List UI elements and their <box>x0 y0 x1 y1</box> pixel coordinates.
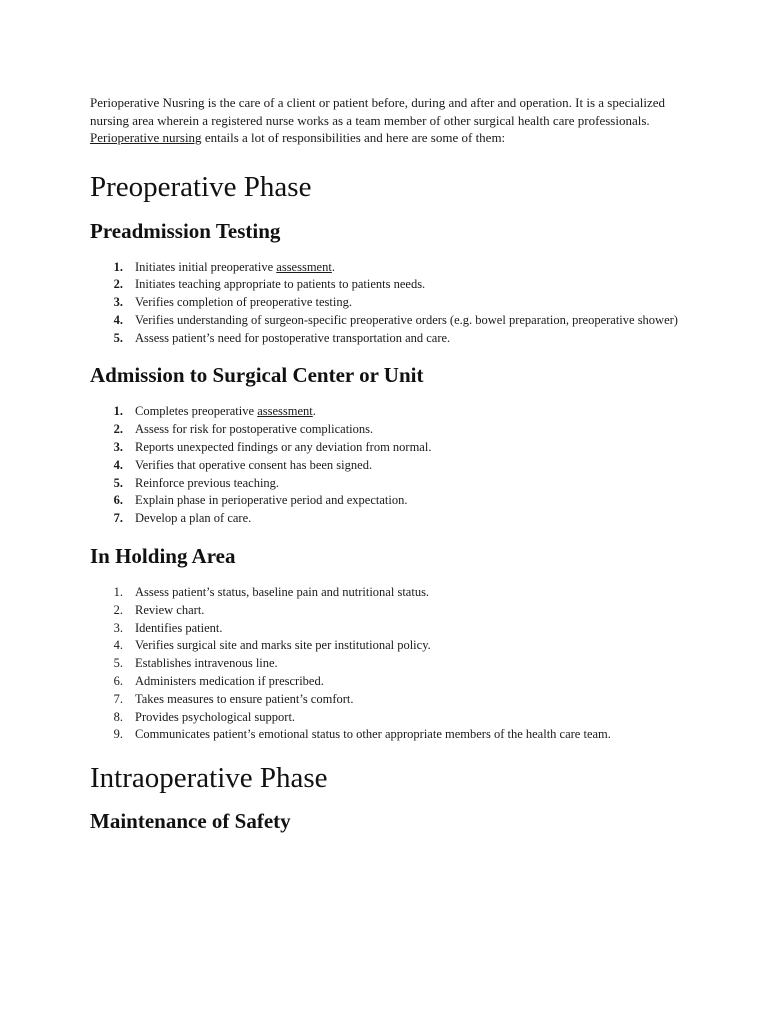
list-item <box>90 655 680 673</box>
list-item-number: 5. <box>113 330 123 345</box>
intraoperative-phase-heading: Intraoperative Phase <box>90 762 328 795</box>
list-item-text: Reports unexpected findings or any deviation from normal. <box>135 440 432 455</box>
list-item-text: Assess patient’s status, baseline pain and nutritional status. <box>135 585 430 600</box>
list-item <box>90 602 680 620</box>
list-item-text: Administers medication if prescribed. <box>135 674 324 689</box>
list-item-text: Communicates patient’s emotional status to other appropriate members of the health care team. <box>135 727 611 742</box>
document-page <box>90 94 680 834</box>
holding-area-heading: In Holding Area <box>90 544 236 569</box>
list-item-number: 4. <box>113 638 123 653</box>
list-item-number: 5. <box>113 475 123 490</box>
list-item-text: Review chart. <box>135 602 205 617</box>
list-item-text: Identifies patient. <box>135 620 223 635</box>
list-item <box>90 457 680 475</box>
intro-text-start: Perioperative Nusring is the care of a client or patient before, during and after and operation. It is a specialized nursing area wherein a registered nurse works as a team member of other surgical health care professionals. <box>90 95 666 128</box>
list-item-number: 3. <box>113 440 123 455</box>
list-item <box>90 276 680 294</box>
list-item <box>90 259 680 277</box>
intro-text-end: entails a lot of responsibilities and here are some of them: <box>201 130 506 145</box>
list-item <box>90 492 680 510</box>
list-item-text: Initiates initial preoperative <box>135 259 277 274</box>
assessment-link[interactable]: assessment <box>257 404 313 419</box>
list-item-number: 2. <box>113 422 123 437</box>
list-item-text: Initiates teaching appropriate to patients to patients needs. <box>135 277 426 292</box>
list-item <box>90 691 680 709</box>
list-item <box>90 620 680 638</box>
list-item <box>90 673 680 691</box>
list-item-text: Provides psychological support. <box>135 709 296 724</box>
list-item-number: 1. <box>113 259 123 274</box>
list-item-number: 7. <box>113 691 123 706</box>
list-item-number: 1. <box>113 404 123 419</box>
list-item-number: 4. <box>113 312 123 327</box>
list-item <box>90 726 680 744</box>
list-item-text-end: . <box>312 404 316 419</box>
list-item-number: 9. <box>113 727 123 742</box>
list-item <box>90 709 680 727</box>
list-item-number: 2. <box>113 277 123 292</box>
list-item-text: Reinforce previous teaching. <box>135 475 280 490</box>
maintenance-of-safety-heading: Maintenance of Safety <box>90 809 291 834</box>
admission-heading: Admission to Surgical Center or Unit <box>90 363 424 388</box>
list-item <box>90 421 680 439</box>
list-item-text: Establishes intravenous line. <box>135 656 278 671</box>
list-item-number: 5. <box>113 656 123 671</box>
list-item-text: Verifies understanding of surgeon-specific preoperative orders (e.g. bowel preparation, preoperative shower) <box>135 312 678 327</box>
list-item-number: 3. <box>113 620 123 635</box>
list-item-text: Assess patient’s need for postoperative transportation and care. <box>135 330 451 345</box>
list-item-number: 6. <box>113 493 123 508</box>
list-item-number: 6. <box>113 674 123 689</box>
list-item-text: Takes measures to ensure patient’s comfort. <box>135 691 354 706</box>
preoperative-phase-heading: Preoperative Phase <box>90 170 312 203</box>
list-item <box>90 475 680 493</box>
perioperative-nursing-link[interactable]: Perioperative nursing <box>90 130 202 145</box>
list-item <box>90 330 680 348</box>
list-item <box>90 403 680 421</box>
list-item <box>90 294 680 312</box>
list-item <box>90 510 680 528</box>
preadmission-testing-list <box>90 259 680 348</box>
list-item-text: Verifies surgical site and marks site per institutional policy. <box>135 638 431 653</box>
list-item-number: 3. <box>113 295 123 310</box>
preadmission-testing-heading: Preadmission Testing <box>90 218 281 243</box>
list-item-text-end: . <box>331 259 335 274</box>
intro-paragraph <box>90 94 680 147</box>
list-item-text: Completes preoperative <box>135 404 258 419</box>
list-item-text: Develop a plan of care. <box>135 511 252 526</box>
list-item-number: 8. <box>113 709 123 724</box>
list-item-text: Explain phase in perioperative period and expectation. <box>135 493 408 508</box>
list-item-text: Verifies that operative consent has been signed. <box>135 457 373 472</box>
list-item <box>90 637 680 655</box>
list-item-number: 4. <box>113 457 123 472</box>
holding-area-list <box>90 584 680 744</box>
list-item-text: Verifies completion of preoperative testing. <box>135 295 352 310</box>
list-item <box>90 584 680 602</box>
list-item-text: Assess for risk for postoperative complications. <box>135 422 374 437</box>
admission-list <box>90 403 680 528</box>
list-item-number: 2. <box>113 602 123 617</box>
list-item <box>90 312 680 330</box>
assessment-link[interactable]: assessment <box>276 259 332 274</box>
list-item-number: 1. <box>113 585 123 600</box>
list-item-number: 7. <box>113 511 123 526</box>
list-item <box>90 439 680 457</box>
